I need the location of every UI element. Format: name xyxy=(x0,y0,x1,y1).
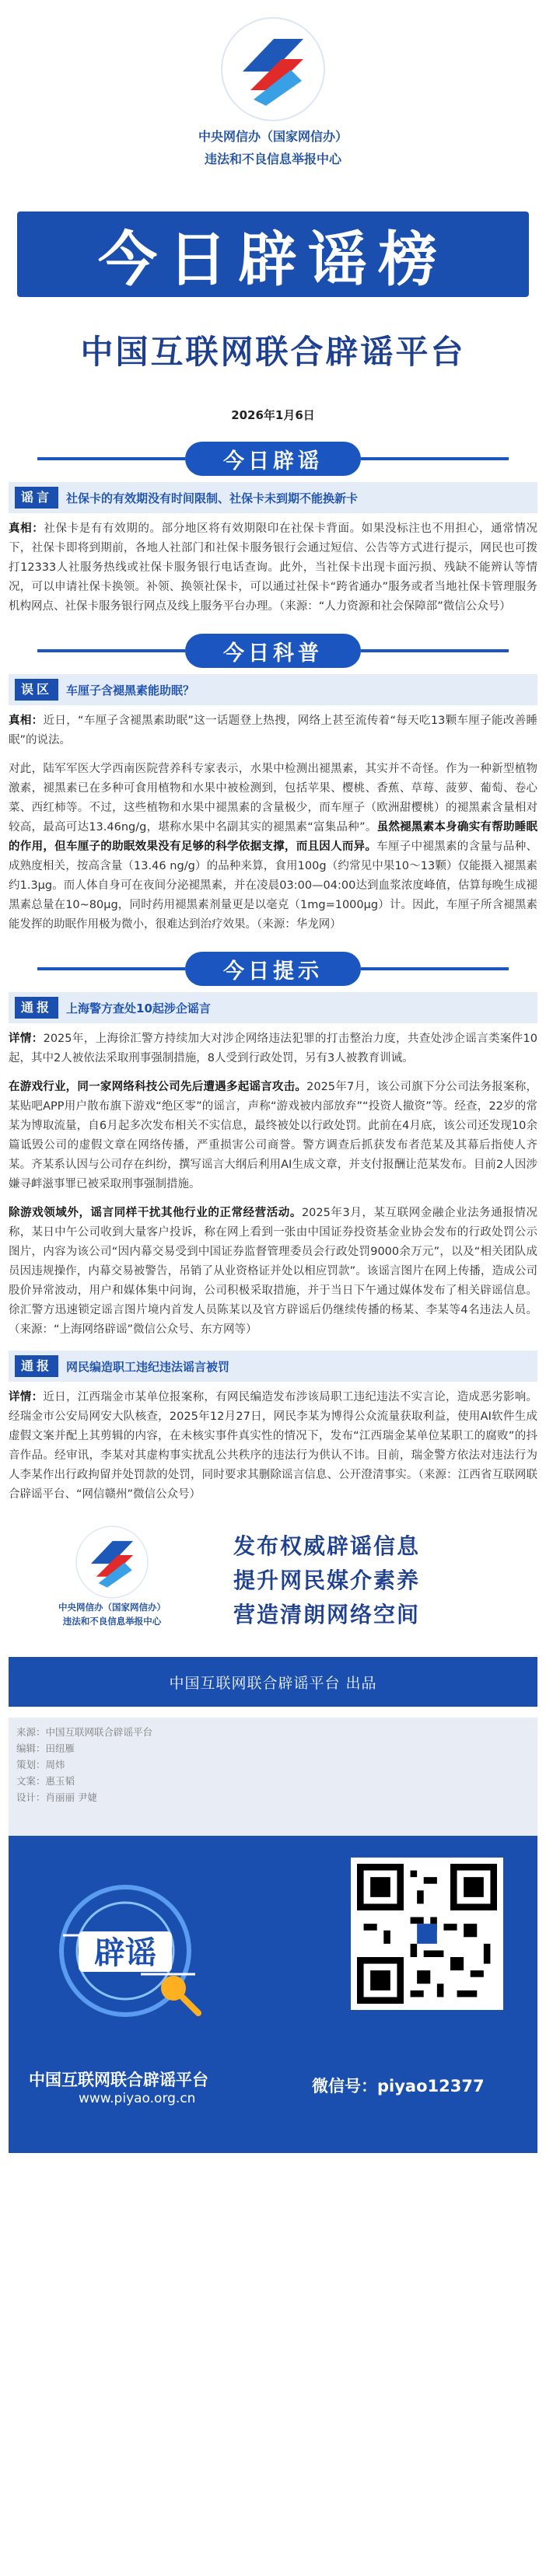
science-text-2c: 车厘子中褪黑素的含量与品种、成熟度相关，按高含量（13.46 ng/g）的品种来算，食用100g（约常见中果10～13颗）仅能摄入褪黑素约1.3μg。而人体自身可在夜间分泌褪黑素，并在凌晨03:00—04:00达到血浆浓度峰值，估算每晚生成褪黑素总量在10~80μg，同时药用褪黑素剂量更是以毫克（1mg=1000μg）计。因此，车厘子所含褪黑素能发挥的助眠作用极为微小，很难达到治疗效果。（来源：华龙网） xyxy=(9,841,538,931)
tip1-para-2 xyxy=(9,1078,537,1194)
tip1-text-1: 2025年，上海徐汇警方持续加大对涉企网络违法犯罪的打击整治力度，共查处涉企谣言类案件10起，其中2人被依法采取刑事强制措施，8人受到行政处罚，另有3人被教育训诫。 xyxy=(9,1033,537,1064)
item-header-rumor1 xyxy=(9,482,537,513)
truth-label: 真相： xyxy=(9,523,44,535)
tip1-text-2: 2025年7月，该公司旗下分公司法务报案称，某贴吧APP用户散布旗下游戏“绝区零”的谣言，声称“游戏被内部放弃”“投资人撤资”等。经查，22岁的常某为博取流量，自6月起多次发布相关不实信息，最终被处以行政处罚。此前在4月底，该公司还发现10余篇诋毁公司的虚假文章在网络传播，严重损害公司商誉。警方调查后抓获发布者范某及其幕后指使人齐某。齐某系认因与公司存在纠纷，撰写谣言大纲后利用AI生成文章，并支付报酬让范某发布。目前2人因涉嫌寻衅滋事罪已被采取刑事强制措施。 xyxy=(9,1081,537,1190)
section-science xyxy=(0,627,546,674)
section-title-rumor: 今日辟谣 xyxy=(223,449,323,474)
credit-source: 来源：中国互联网联合辟谣平台 xyxy=(16,1726,153,1738)
notice-tag: 通报 xyxy=(15,1355,58,1377)
slogan-1: 发布权威辟谣信息 xyxy=(233,1533,421,1559)
wechat-id: 微信号：piyao12377 xyxy=(312,2077,485,2095)
science-highlight: 虽然褪黑素本身确实有帮助睡眠的作用，但车厘子的助眠效果没有足够的科学依据支撑，而且因人而异。 xyxy=(9,821,538,853)
logo-line-2: 违法和不良信息举报中心 xyxy=(204,152,341,166)
banner-title: 今日辟谣榜 xyxy=(98,224,448,294)
logo-glyph: 辟谣 xyxy=(94,1935,156,1971)
science-para-1 xyxy=(9,711,537,750)
promo-block xyxy=(0,1519,546,1643)
issue-date: 2026年1月6日 xyxy=(231,408,315,422)
section-pill xyxy=(185,634,361,668)
qr-code-icon xyxy=(351,1858,503,2010)
rumor-body xyxy=(9,519,537,617)
credit-design: 设计：肖丽丽 尹婕 xyxy=(16,1791,97,1803)
item-header-tip1 xyxy=(9,992,537,1023)
shield-logo-icon xyxy=(219,16,327,123)
myth-tag: 误区 xyxy=(15,679,58,701)
truth-label: 真相： xyxy=(9,715,44,727)
notice-tag: 通报 xyxy=(15,997,58,1019)
header-area xyxy=(0,0,546,435)
slogan-3: 营造清朗网络空间 xyxy=(233,1602,421,1627)
footer-url[interactable]: www.piyao.org.cn xyxy=(79,2091,196,2106)
tip1-para-3 xyxy=(9,1204,537,1340)
promo-logo xyxy=(58,1525,166,1634)
detail-label: 详情： xyxy=(9,1391,44,1403)
tip1-para-1 xyxy=(9,1029,537,1068)
item-header-tip2 xyxy=(9,1351,537,1382)
footer-platform-name: 中国互联网联合辟谣平台 xyxy=(29,2071,208,2089)
section-tips xyxy=(0,945,546,992)
credits-block xyxy=(9,1718,537,1836)
detail-label: 详情： xyxy=(9,1033,44,1045)
section-title-tips: 今日提示 xyxy=(223,959,323,984)
slogan-2: 提升网民媒介素养 xyxy=(233,1568,421,1593)
science-text-2a: 对此，陆军军医大学西南医院营养科专家表示，水果中检测出褪黑素，其实并不奇怪。作为一种新型植物激素，褪黑素已在多种可食用植物和水果中被检测到，包括苹果、樱桃、香蕉、草莓、菠萝、葡萄、卷心菜、西红柿等。不过，这些植物和水果中褪黑素的含量极少，而车厘子（欧洲甜樱桃）的褪黑素含量相对较高，最高可达13.46ng/g，堪称水果中名副其实的褪黑素“富集品种”。 xyxy=(9,763,537,834)
promo-slogans xyxy=(233,1529,513,1632)
section-pill xyxy=(185,442,361,476)
section-pill xyxy=(185,952,361,986)
notice-title: 上海警方查处10起涉企谣言 xyxy=(66,1001,211,1015)
section-title-science: 今日科普 xyxy=(223,641,323,666)
tip1-text-3: 2025年3月，某互联网金融企业法务通报情况称，某日中午公司收到大量客户投诉，称在网上看到一张由中国证券投资基金业协会发布的行政处罚公示图片，内容为该公司“因内幕交易受到中国证券监督管理委员会行政处罚9000余万元”，以及“相关团队成员因违规操作，内幕交易被警告，吊销了从业资格证并处以相应罚款”。该谣言图片在网上传播，造成公司股价异常波动，用户和媒体集中问询，公司积极采取措施，并于当日下午通过媒体发布了相关辟谣信息。徐汇警方迅速锁定谣言图片境内首发人员陈某以及官方辟谣后仍继续传播的杨某、李某等4名违法人员。（来源：“上海网络辟谣”微信公众号、东方网等） xyxy=(9,1207,537,1336)
rumor-title: 社保卡的有效期没有时间限制、社保卡未到期不能换新卡 xyxy=(66,491,359,505)
platform-subtitle: 中国互联网联合辟谣平台 xyxy=(80,333,466,371)
title-banner xyxy=(17,211,529,297)
myth-title: 车厘子含褪黑素能助眠？ xyxy=(66,683,195,697)
rumor-tag: 谣言 xyxy=(15,487,58,509)
footer-area xyxy=(9,1718,537,2153)
logo-line-1: 中央网信办（国家网信办） xyxy=(198,129,348,144)
shield-logo-icon xyxy=(75,1525,149,1599)
credit-review: 文案：惠玉韬 xyxy=(16,1775,75,1787)
notice-title: 网民编造职工违纪违法谣言被罚 xyxy=(66,1359,230,1374)
promo-logo-line-1: 中央网信办（国家网信办） xyxy=(58,1602,166,1613)
tip2-para xyxy=(9,1388,537,1505)
rumor-text: 社保卡是有有效期的。部分地区将有效期限印在社保卡背面。如果没标注也不用担心，通常情况下，社保卡即将到期前，各地人社部门和社保卡服务银行会通过短信、公告等方式进行提示，网民也可拨打12333人社服务热线或社保卡服务银行电话查询。此外，当社保卡出现卡面污损、残缺不能辨认等情况，可以申请社保卡换领。补领、换领社保卡，可以通过社保卡“跨省通办”服务或者当地社保卡管理服务机构网点、社保卡服务银行网点及线上服务平台办理。（来源：“人力资源和社会保障部”微信公众号） xyxy=(9,523,537,613)
center-logo xyxy=(156,16,390,175)
section-rumor xyxy=(0,435,546,482)
credit-planner: 策划：周炜 xyxy=(16,1759,65,1770)
tip1-highlight-3: 除游戏领域外，谣言同样干扰其他行业的正常经营活动。 xyxy=(9,1207,302,1219)
tip2-text: 近日，江西瑞金市某单位报案称，有网民编造发布涉该局职工违纪违法不实言论，造成恶劣影响。经瑞金市公安局网安大队核查，2025年12月27日，网民李某为博得公众流量获取利益，使用AI软件生成虚假文案并配上其剪辑的内容，在未核实事件真实性的情况下，发布“江西瑞金某单位某职工的腐败”的抖音作品。经审讯，李某对其虚构事实扰乱公共秩序的违法行为供认不讳。目前，瑞金警方依法对违法行为人李某作出行政拘留并处罚款的处罚，同时要求其删除谣言信息、公开澄清事实。（来源：江西省互联网联合辟谣平台、“网信赣州”微信公众号） xyxy=(9,1391,538,1501)
promo-logo-line-2: 违法和不良信息举报中心 xyxy=(62,1616,162,1627)
science-para-2 xyxy=(9,760,537,935)
item-header-science1 xyxy=(9,674,537,705)
science-text-1: 近日，“车厘子含褪黑素助眠”这一话题登上热搜，网络上甚至流传着“每天吃13颗车厘子能改善睡眠”的说法。 xyxy=(9,715,538,746)
tip1-highlight-2: 在游戏行业，同一家网络科技公司先后遭遇多起谣言攻击。 xyxy=(9,1081,307,1093)
credit-editor: 编辑：田纽雁 xyxy=(16,1742,75,1754)
piyao-logo xyxy=(9,1858,250,2060)
producer-bar: 中国互联网联合辟谣平台 出品 xyxy=(9,1657,537,1707)
